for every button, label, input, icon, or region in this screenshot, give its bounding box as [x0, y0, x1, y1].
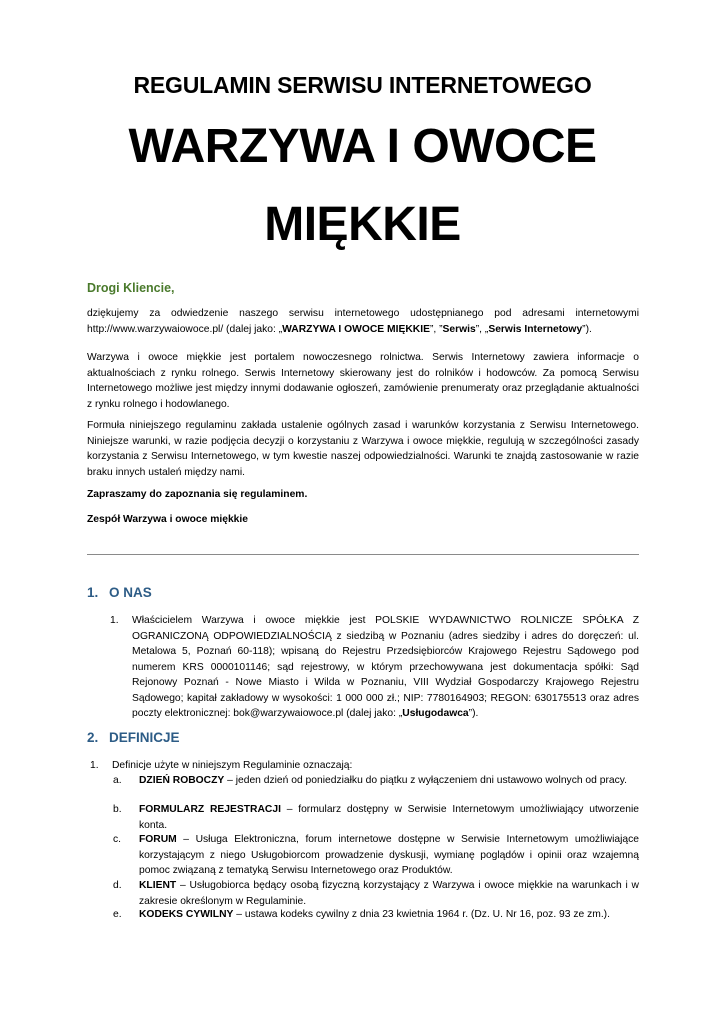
document-title-main-line1: WARZYWA I OWOCE [128, 120, 597, 173]
definition-content [139, 907, 639, 923]
definition-text: – Usługobiorca będący osobą fizyczną korzystający z Warzywa i owoce miękkie na warunkach i w zakresie określonym w Regulaminie. [139, 880, 639, 907]
definition-content [139, 773, 639, 789]
definitions-intro-text: Definicje użyte w niniejszym Regulaminie oznaczają: [112, 760, 353, 771]
document-title-line1: REGULAMIN SERWISU INTERNETOWEGO [133, 72, 592, 98]
list-item-marker: 1. [110, 615, 119, 626]
definition-term: FORMULARZ REJESTRACJI [139, 804, 281, 815]
owner-text: Właścicielem Warzywa i owoce miękkie jest POLSKIE WYDAWNICTWO ROLNICZE SPÓŁKA Z OGRANICZONĄ ODPOWIEDZIALNOŚCIĄ z siedzibą w Poznaniu (adres siedziby i adres do doręczeń: ul. Metalowa 5, Poznań 60-118); wpisaną do Rejestru Przedsiębiorców Krajowego Rejestru Sądowego pod numerem KRS 0000101146; sąd rejestrowy, w którym przechowywana jest dokumentacja spółki: Sąd Rejonowy Poznań - Nowe Miasto i Wilda w Poznaniu, VIII Wydział Gospodarczy Krajowego Rejestru Sądowego; kapitał zakładowy w wysokości: 1 000 000 zł.; NIP: 7780164903; REGON: 630175513 oraz adres poczty elektronicznej: bok@warzywaiowoce.pl (dalej jako: „ [132, 615, 639, 719]
definition-text: – ustawa kodeks cywilny z dnia 23 kwietnia 1964 r. (Dz. U. Nr 16, poz. 93 ze zm.). [233, 909, 610, 920]
definition-marker: c. [113, 834, 122, 845]
intro-p1-bold-serwis: Serwis [442, 323, 476, 335]
definition-term: FORUM [139, 834, 177, 845]
definition-marker: b. [113, 804, 122, 815]
intro-p1-bold-serwis-internetowy: Serwis Internetowy [488, 323, 583, 335]
intro-p1-bold-brand: WARZYWA I OWOCE MIĘKKIE [282, 323, 430, 335]
definition-text: – formularz dostępny w Serwisie Internetowym umożliwiający utworzenie konta. [139, 804, 640, 831]
section-number: 2. [87, 730, 99, 745]
definition-text: – jeden dzień od poniedziałku do piątku z wyłączeniem dni ustawowo wolnych od pracy. [224, 775, 628, 786]
definition-marker: d. [113, 880, 122, 891]
section-divider [87, 554, 639, 555]
section-heading-definicje [87, 730, 180, 745]
section-title: O NAS [109, 585, 152, 600]
definition-text: – Usługa Elektroniczna, forum internetowe dostępne w Serwisie Internetowym umożliwiające korzystającym z niego Usługobiorcom prowadzenie dyskusji, wymianę poglądów i opinii oraz wzajemną pomoc związaną z tematyką Serwisu Internetowego oraz Produktów. [139, 834, 639, 876]
definition-content [139, 878, 639, 909]
list-item-marker: 1. [90, 760, 99, 771]
invite-line: Zapraszamy do zapoznania się regulaminem. [87, 489, 308, 500]
intro-p1-text-e: ”). [582, 323, 592, 335]
intro-paragraph-1 [87, 306, 639, 337]
section-heading-o-nas [87, 585, 152, 600]
owner-text-end: ”). [468, 708, 479, 719]
intro-p1-text-c: ”, ” [429, 323, 443, 335]
intro-paragraph-2: Warzywa i owoce miękkie jest portalem nowoczesnego rolnictwa. Serwis Internetowy zawiera informacje o aktualnościach z rynku rolnego. Serwis Internetowy skierowany jest do rolników i hodowców. Za pomocą Serwisu Internetowego możliwe jest między innymi dodawanie ogłoszeń, zamówienie prenumeraty oraz przeglądanie aktualności z rynku rolnego i hodowlanego. [87, 352, 639, 410]
intro-p1-text-a: dziękujemy za odwiedzenie naszego serwisu internetowego udostępnianego pod adresami internetowymi http://www.warzywaiowoce.pl/ (dalej jako: „ [87, 308, 639, 335]
definition-content [139, 832, 639, 879]
intro-paragraph-3: Formuła niniejszego regulaminu zakłada ustalenie ogólnych zasad i warunków korzystania z Serwisu Internetowego. Niniejsze warunki, w razie podjęcia decyzji o korzystaniu z Warzywa i owoce miękkie, regulują w szczególności zasady korzystania z Serwisu Internetowego, w tym kwestie naszej odpowiedzialności. Warunki te znajdą zastosowanie w razie braku innych ustaleń między nami. [87, 420, 639, 478]
document-title-main [0, 108, 725, 264]
definitions-intro [90, 760, 352, 771]
owner-bold-uslugodawca: Usługodawca [402, 708, 469, 719]
definition-term: DZIEŃ ROBOCZY [139, 775, 225, 786]
definition-term: KODEKS CYWILNY [139, 909, 234, 920]
section-title: DEFINICJE [109, 730, 180, 745]
team-signature: Zespół Warzywa i owoce miękkie [87, 514, 248, 525]
greeting: Drogi Kliencie, [87, 281, 175, 295]
list-item-content [132, 613, 639, 722]
definition-content [139, 802, 639, 833]
section-number: 1. [87, 585, 99, 600]
document-title-main-line2: MIĘKKIE [264, 198, 461, 251]
intro-p1-text-d: ”, „ [475, 323, 489, 335]
definition-marker: e. [113, 909, 122, 920]
definition-marker: a. [113, 775, 122, 786]
definition-term: KLIENT [139, 880, 177, 891]
